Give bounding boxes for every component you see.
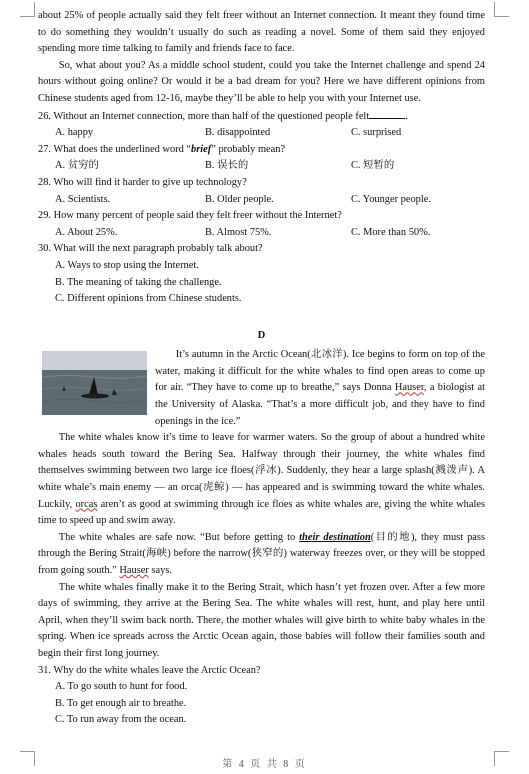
name-hauser: Hauser	[394, 382, 424, 394]
name-hauser: Hauser	[119, 565, 149, 576]
section-heading: D	[257, 329, 266, 341]
underlined-destination: their destination	[299, 531, 371, 543]
question-27	[38, 142, 485, 159]
question-30: 30. What will the next paragraph probably talk about?	[38, 243, 263, 255]
crop-mark-top-left	[20, 2, 35, 17]
question-26-options	[38, 125, 485, 142]
option-a: A. Ways to stop using the Internet.	[55, 259, 199, 271]
question-28-options	[38, 192, 485, 209]
option-a: A. happy	[55, 127, 94, 139]
passage-d-paragraph: The white whales know it’s time to leave for warmer waters. So the group of about a hundred white whales heads south toward the Bering Sea. Halfway through their journey, the white whales find themselves swimming between two large ice floes(浮冰). Suddenly, they hear a large splash(溅泼声). A white whale’s main enemy — an orca(虎鲸) — has appeared and is swimming toward the white whales. Luckily, orcas aren’t as good at swimming through ice floes as white whales are, giving the white whales time to speed up and swim away.	[38, 432, 485, 527]
option-c: C. 短暂的	[351, 160, 395, 172]
passage-d-paragraph: It’s autumn in the Arctic Ocean(北冰洋). Ice begins to form on top of the water, making it difficult for the white whales to find open areas to come up for air. “They have to come up to breathe,” says Donna Hauser, a biologist at the University of Alaska. “That’s a more difficult job, and they have to find openings in the ice.”	[155, 349, 485, 427]
page-content	[38, 8, 485, 729]
passage-d	[38, 347, 485, 662]
whale-photo	[42, 351, 147, 415]
question-stem: 27. What does the underlined word “	[38, 143, 192, 155]
option-c: C. Different opinions from Chinese students.	[55, 293, 242, 305]
question-28: 28. Who will find it harder to give up technology?	[38, 176, 247, 188]
option-a: A. Scientists.	[55, 193, 111, 205]
option-c: C. surprised	[351, 127, 402, 139]
target-word: brief	[191, 143, 212, 155]
orca-image	[42, 351, 147, 415]
passage-d-paragraph: The white whales are safe now. “But before getting to their destination(目的地), they must pass through the Bering Strait(海峡) before the narrow(狭窄的) waterway freezes over, or they will be stopped from going south.” Hauser says.	[38, 531, 485, 576]
option-c: C. More than 50%.	[351, 226, 431, 238]
option-c: C. Younger people.	[351, 193, 431, 205]
question-29: 29. How many percent of people said they felt freer without the Internet?	[38, 210, 342, 222]
question-27-options	[38, 158, 485, 175]
question-stem: 26. Without an Internet connection, more than half of the questioned people felt	[38, 110, 370, 122]
passage-c-paragraph: about 25% of people actually said they felt freer without an Internet connection. It meant they found time to do something they wouldn’t usually do such as reading a novel. Some of them said they enjoyed spending more time talking to family and friends face to face.	[38, 10, 485, 55]
question-26	[38, 108, 485, 126]
question-29-options	[38, 225, 485, 242]
passage-c-paragraph: So, what about you? As a middle school student, could you take the Internet challenge and spend 24 hours without going online? Or would it be a bad dream for you? Here we have different opinions from Chinese students aged from 12-16, maybe they’ll be able to help you with your Internet use.	[38, 59, 485, 104]
option-b: B. To get enough air to breathe.	[55, 697, 187, 709]
question-stem-end: ” probably mean?	[211, 143, 286, 155]
option-c: C. To run away from the ocean.	[55, 714, 187, 726]
option-b: B. Older people.	[205, 193, 274, 205]
option-a: A. To go south to hunt for food.	[55, 681, 188, 693]
option-b: B. disappointed	[205, 127, 271, 139]
option-b: B. Almost 75%.	[205, 226, 272, 238]
question-stem-end: .	[405, 110, 408, 122]
passage-d-paragraph: The white whales finally make it to the Bering Strait, which hasn’t yet frozen over. After a few more days of swimming, they arrive at the Bering Sea. The white whales will rest, hunt, and play here until April, when they’ll swim back north. There, the mother whales will give birth to white baby whales in the spring. When ice spreads across the Arctic Ocean again, those babies will follow their families south and begin their first long journey.	[38, 581, 485, 659]
page-footer: 第 4 页 共 8 页	[222, 759, 307, 771]
word-orcas: orcas	[75, 498, 98, 510]
option-b: B. The meaning of taking the challenge.	[55, 276, 222, 288]
crop-mark-top-right	[494, 2, 509, 17]
option-a: A. 贫穷的	[55, 160, 99, 172]
option-b: B. 误长的	[205, 160, 249, 172]
question-31: 31. Why do the white whales leave the Arctic Ocean?	[38, 664, 261, 676]
answer-blank	[369, 108, 405, 119]
option-a: A. About 25%.	[55, 226, 118, 238]
